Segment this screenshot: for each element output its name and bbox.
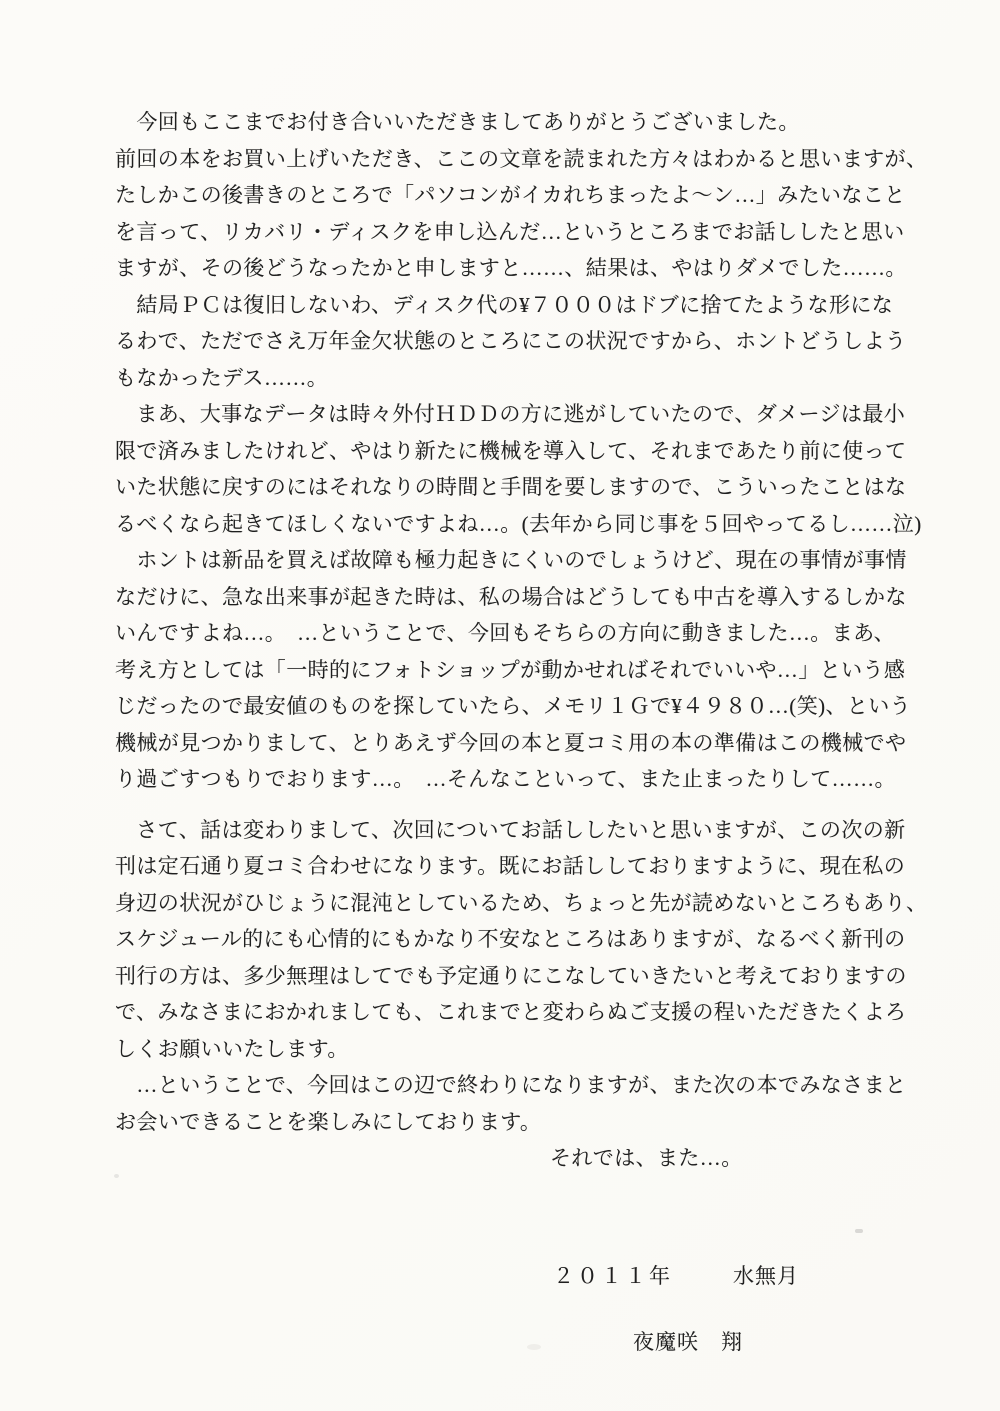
text-line: 刊は定石通り夏コミ合わせになります。既にお話ししておりますように、現在私の (115, 854, 906, 878)
text-line: ホントは新品を買えば故障も極力起きにくいのでしょうけど、現在の事情が事情 (115, 548, 907, 572)
afterword-text-block (115, 104, 928, 1361)
closing-line: それでは、また…。 (550, 1146, 743, 1170)
text-line: さて、話は変わりまして、次回についてお話ししたいと思いますが、この次の新 (115, 817, 906, 842)
text-line: 刊行の方は、多少無理はしてでも予定通りにこなしていきたいと考えておりますの (115, 963, 907, 988)
text-line: 前回の本をお買い上げいただき、ここの文章を読まれた方々はわかると思いますが、 (115, 146, 928, 171)
text-line: いた状態に戻すのにはそれなりの時間と手間を要しますので、こういったことはな (115, 475, 907, 499)
text-line: り過ごすつもりでおります…。 …そんなこといって、また止まったりして……。 (115, 767, 896, 791)
text-line: なだけに、急な出来事が起きた時は、私の場合はどうしても中古を導入するしかな (115, 584, 907, 609)
text-line: たしかこの後書きのところで「パソコンがイカれちまったよ～ン…」みたいなこと (115, 183, 906, 207)
text-line: 機械が見つかりまして、とりあえず今回の本と夏コミ用の本の準備はこの機械でや (115, 730, 907, 755)
text-line: 考え方としては「一時的にフォトショップが動かせればそれでいいや…」という感 (115, 657, 906, 682)
text-line: 限で済みましたけれど、やはり新たに機械を導入して、それまであたり前に使って (115, 438, 907, 463)
scan-artifact (527, 1344, 541, 1350)
colophon-month: 水無月 (733, 1263, 799, 1288)
text-line: 結局ＰＣは復旧しないわ、ディスク代の¥７０００はドブに捨てたような形にな (115, 292, 894, 317)
text-line: まあ、大事なデータは時々外付ＨＤＤの方に逃がしていたので、ダメージは最小 (115, 402, 906, 426)
text-line: いんですよね…。 …ということで、今回もそちらの方向に動きました…。まあ、 (115, 621, 896, 645)
text-line: もなかったデス……。 (115, 365, 329, 390)
text-line: …ということで、今回はこの辺で終わりになりますが、また次の本でみなさまと (115, 1073, 907, 1097)
colophon-year: ２０１１年 (553, 1263, 673, 1288)
afterword-body-part-2 (115, 812, 928, 1141)
text-line: スケジュール的にも心情的にもかなり不安なところはありますが、なるべく新刊の (115, 927, 906, 951)
afterword-body-part-1 (115, 104, 928, 798)
text-line: るべくなら起きてほしくないですよね…。(去年から同じ事を５回やってるし……泣) (115, 511, 922, 536)
text-line: ますが、その後どうなったかと申しますと……、結果は、やはりダメでした……。 (115, 256, 907, 280)
text-line: 今回もここまでお付き合いいただきましてありがとうございました。 (115, 110, 800, 134)
colophon-author-signature: 夜魔咲 翔 (633, 1330, 743, 1354)
text-line: 身辺の状況がひじょうに混沌としているため、ちょっと先が読めないところもあり、 (115, 890, 928, 915)
text-line: しくお願いいたします。 (115, 1036, 349, 1061)
text-line: じだったので最安値のものを探していたら、メモリ１Ｇで¥４９８０…(笑)、という (115, 694, 912, 718)
scan-artifact (855, 1229, 863, 1233)
scan-artifact (114, 1174, 119, 1178)
colophon-date-line (115, 1258, 915, 1295)
text-line: を言って、リカバリ・ディスクを申し込んだ…というところまでお話ししたと思い (115, 219, 905, 244)
text-line: お会いできることを楽しみにしております。 (115, 1109, 542, 1134)
text-line: で、みなさまにおかれましても、これまでと変わらぬご支援の程いただきたくよろ (115, 1000, 907, 1024)
text-line: るわで、ただでさえ万年金欠状態のところにこの状況ですから、ホントどうしよう (115, 329, 907, 353)
